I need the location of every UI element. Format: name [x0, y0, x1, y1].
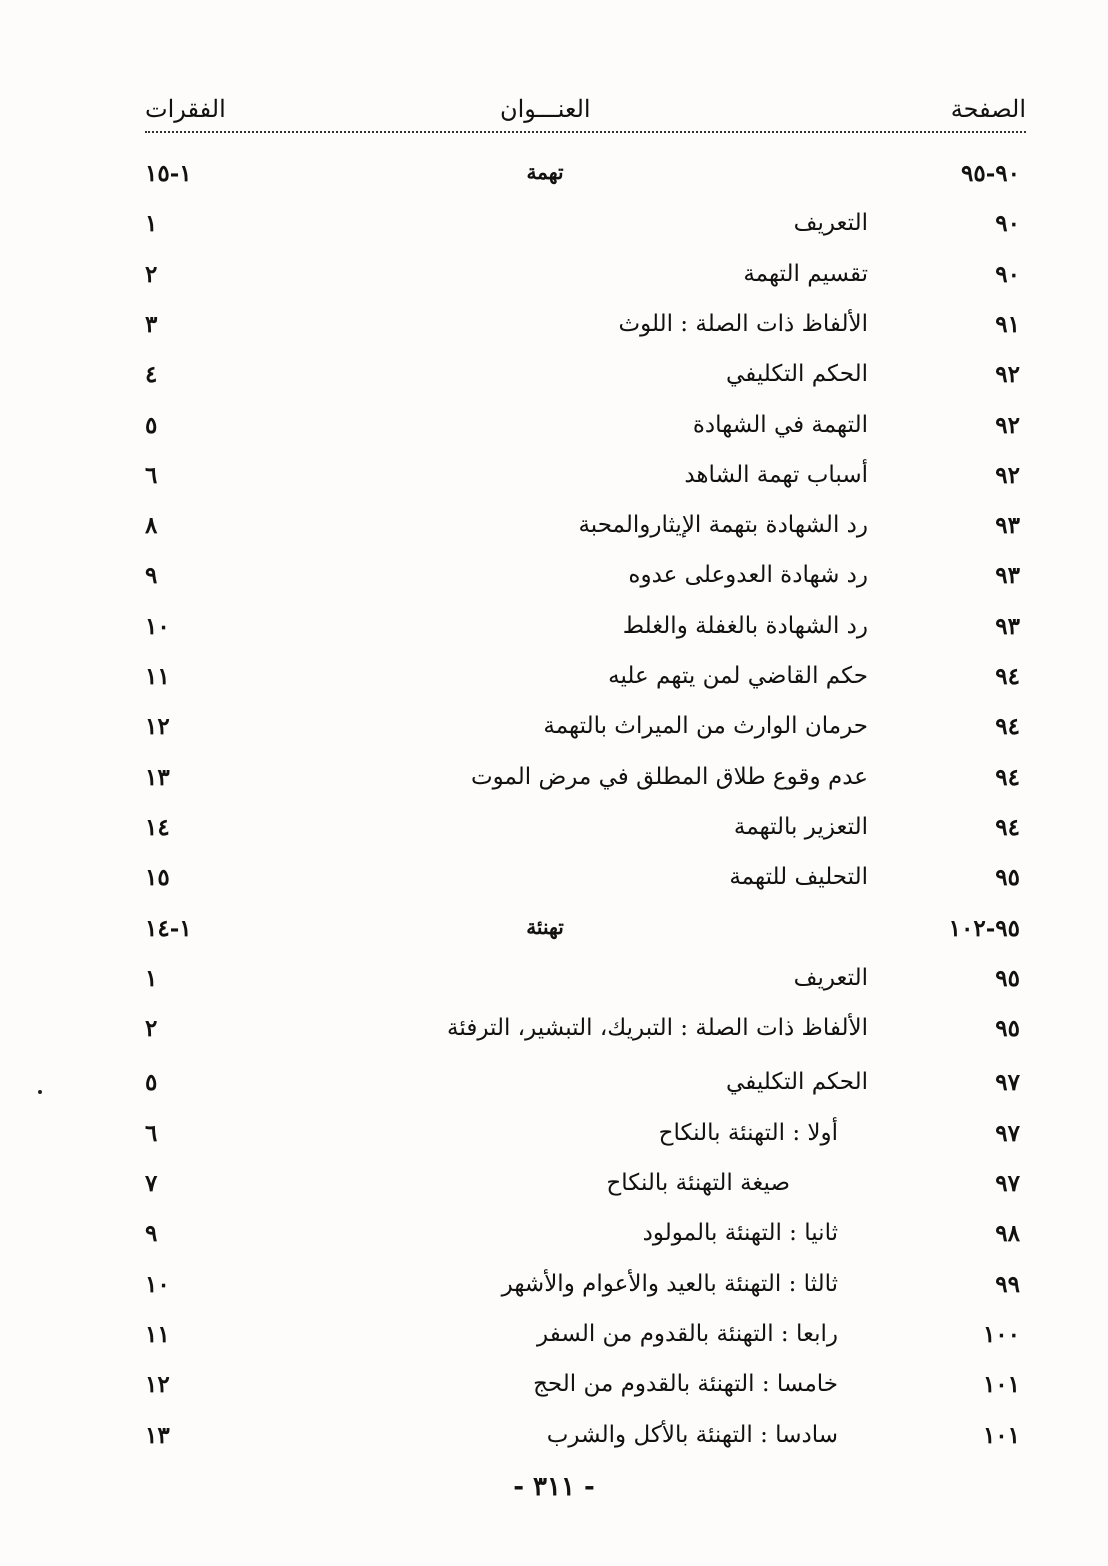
toc-paragraph-range: ١-١٥: [145, 160, 192, 187]
toc-row: [0, 1422, 1108, 1472]
toc-entry-title: تقسيم التهمة: [743, 261, 868, 287]
toc-entry-title: عدم وقوع طلاق المطلق في مرض الموت: [470, 764, 868, 790]
toc-entry-title: خامسا : التهنئة بالقدوم من الحج: [533, 1371, 838, 1397]
toc-paragraph-range: ١-١٤: [145, 915, 192, 942]
toc-row: [0, 261, 1108, 311]
toc-page-number: ٩٥-١٠٢: [948, 915, 1020, 942]
toc-paragraph-range: ٢: [145, 261, 158, 288]
toc-row: [0, 965, 1108, 1015]
toc-paragraph-range: ١٥: [145, 864, 170, 891]
toc-entry-title: تهمة: [526, 160, 564, 184]
toc-row: [0, 814, 1108, 864]
toc-page-number: ٩٧: [995, 1170, 1020, 1197]
toc-row: [0, 1371, 1108, 1421]
toc-row: [0, 1120, 1108, 1170]
toc-paragraph-range: ١: [145, 965, 158, 992]
toc-paragraph-range: ١٢: [145, 713, 170, 740]
header-paragraphs-column: الفقرات: [145, 95, 226, 123]
toc-entry-title: التهمة في الشهادة: [692, 412, 868, 438]
toc-paragraph-range: ١١: [145, 1321, 170, 1348]
toc-page-number: ٩٥: [995, 864, 1020, 891]
header-dotted-divider: [145, 131, 1026, 133]
toc-page-number: ٩٠-٩٥: [961, 160, 1020, 187]
toc-paragraph-range: ٥: [145, 1069, 158, 1096]
toc-row: [0, 1015, 1108, 1065]
toc-paragraph-range: ١٣: [145, 764, 170, 791]
toc-entry-title: ثالثا : التهنئة بالعيد والأعوام والأشهر: [501, 1271, 838, 1297]
toc-paragraph-range: ١: [145, 210, 158, 237]
toc-paragraph-range: ٩: [145, 1220, 158, 1247]
toc-page-number: ١٠٠: [982, 1321, 1020, 1348]
toc-row: [0, 713, 1108, 763]
toc-page-number: ٩٤: [995, 663, 1020, 690]
toc-entry-title: رد الشهادة بالغفلة والغلط: [622, 613, 868, 639]
toc-entry-title: ثانيا : التهنئة بالمولود: [642, 1220, 838, 1246]
toc-entry-title: رد شهادة العدوعلى عدوه: [628, 562, 868, 588]
toc-page-number: ٩٧: [995, 1120, 1020, 1147]
toc-paragraph-range: ١٠: [145, 1271, 170, 1298]
toc-page-number: ٩٤: [995, 764, 1020, 791]
toc-paragraph-range: ٦: [145, 462, 158, 489]
toc-page-number: ٩٥: [995, 1015, 1020, 1042]
header-page-column: الصفحة: [950, 95, 1026, 123]
toc-paragraph-range: ٩: [145, 562, 158, 589]
toc-entry-title: الألفاظ ذات الصلة : اللوث: [618, 311, 868, 337]
toc-entry-title: حرمان الوارث من الميراث بالتهمة: [543, 713, 868, 739]
toc-entry-title: التعزير بالتهمة: [733, 814, 868, 840]
toc-row: [0, 613, 1108, 663]
toc-page-number: ٩٣: [995, 613, 1020, 640]
toc-paragraph-range: ١٤: [145, 814, 170, 841]
toc-paragraph-range: ١٣: [145, 1422, 170, 1449]
toc-row: [0, 160, 1108, 210]
toc-row: [0, 864, 1108, 914]
toc-row: [0, 1069, 1108, 1119]
toc-row: [0, 1271, 1108, 1321]
toc-row: [0, 915, 1108, 965]
toc-page-number: ٩٤: [995, 713, 1020, 740]
toc-paragraph-range: ١٠: [145, 613, 170, 640]
toc-paragraph-range: ٤: [145, 361, 158, 388]
toc-page-number: ٩٢: [995, 412, 1020, 439]
toc-paragraph-range: ٦: [145, 1120, 158, 1147]
toc-page-number: ٩٩: [995, 1271, 1020, 1298]
toc-entry-title: أولا : التهنئة بالنكاح: [658, 1120, 838, 1146]
toc-row: [0, 210, 1108, 260]
toc-row: [0, 1321, 1108, 1371]
toc-row: [0, 512, 1108, 562]
toc-row: [0, 1170, 1108, 1220]
toc-entry-title: رابعا : التهنئة بالقدوم من السفر: [537, 1321, 838, 1347]
toc-paragraph-range: ٨: [145, 512, 158, 539]
toc-page-number: ٩٠: [995, 210, 1020, 237]
toc-entry-title: رد الشهادة بتهمة الإيثاروالمحبة: [578, 512, 868, 538]
toc-page-number: ٩٢: [995, 361, 1020, 388]
toc-paragraph-range: ٢: [145, 1015, 158, 1042]
toc-page-number: ٩٨: [995, 1220, 1020, 1247]
toc-paragraph-range: ١١: [145, 663, 170, 690]
toc-row: [0, 412, 1108, 462]
toc-row: [0, 361, 1108, 411]
toc-entry-title: تهنئة: [526, 915, 564, 939]
toc-page-number: ٩٠: [995, 261, 1020, 288]
toc-page-number: ٩٥: [995, 965, 1020, 992]
toc-entry-title: الحكم التكليفي: [726, 1069, 868, 1095]
toc-entry-title: الألفاظ ذات الصلة : التبريك، التبشير، الترفئة: [447, 1015, 868, 1041]
toc-row: [0, 311, 1108, 361]
scan-speck: [38, 1090, 42, 1094]
toc-row: [0, 462, 1108, 512]
toc-page-number: ٩٤: [995, 814, 1020, 841]
toc-entry-title: حكم القاضي لمن يتهم عليه: [608, 663, 868, 689]
toc-entry-title: سادسا : التهنئة بالأكل والشرب: [546, 1422, 838, 1448]
toc-page-number: ٩٣: [995, 512, 1020, 539]
toc-row: [0, 1220, 1108, 1270]
toc-page-number: ٩٧: [995, 1069, 1020, 1096]
toc-paragraph-range: ٥: [145, 412, 158, 439]
toc-entry-title: التعريف: [793, 210, 868, 236]
toc-row: [0, 764, 1108, 814]
toc-entry-title: أسباب تهمة الشاهد: [684, 462, 868, 488]
toc-entry-title: التحليف للتهمة: [729, 864, 868, 890]
page-number: - ٣١١ -: [513, 1472, 595, 1502]
toc-page-number: ٩١: [995, 311, 1020, 338]
toc-entry-title: صيغة التهنئة بالنكاح: [606, 1170, 790, 1196]
toc-page-number: ٩٢: [995, 462, 1020, 489]
toc-row: [0, 663, 1108, 713]
toc-page-number: ١٠١: [982, 1371, 1020, 1398]
toc-page-number: ١٠١: [982, 1422, 1020, 1449]
toc-entry-title: التعريف: [793, 965, 868, 991]
toc-page-number: ٩٣: [995, 562, 1020, 589]
toc-paragraph-range: ١٢: [145, 1371, 170, 1398]
toc-row: [0, 562, 1108, 612]
toc-paragraph-range: ٧: [145, 1170, 158, 1197]
header-title-column: العنـــوان: [500, 95, 591, 123]
toc-paragraph-range: ٣: [145, 311, 158, 338]
toc-entry-title: الحكم التكليفي: [726, 361, 868, 387]
